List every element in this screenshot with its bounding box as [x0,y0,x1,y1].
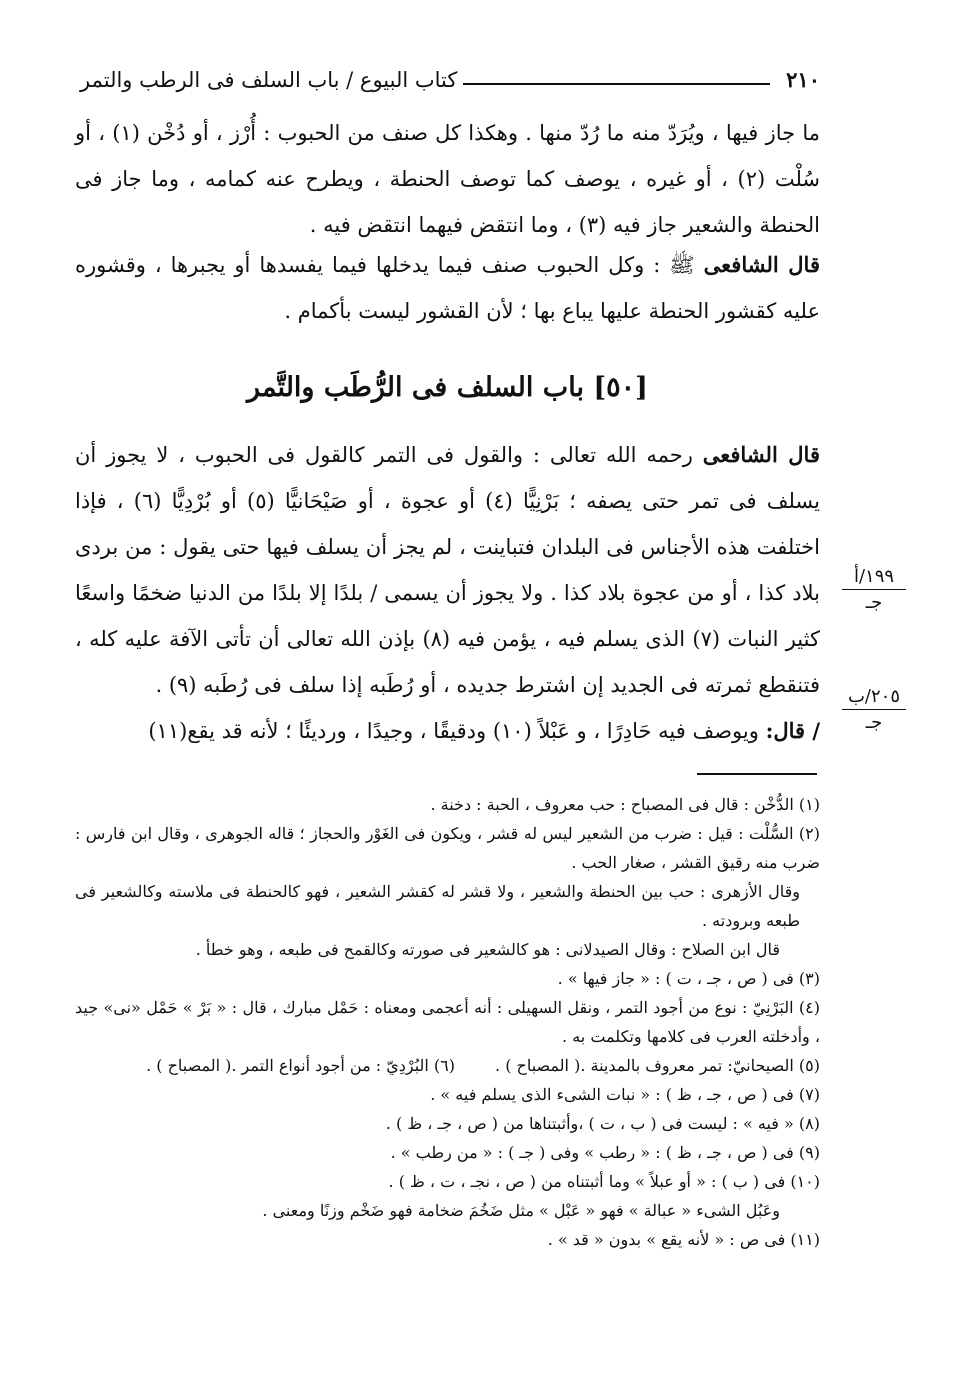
footnote-4: (٤) البَرْنِيّ : نوع من أجود التمر ، ونقل السهيلى : أنه أعجمى ومعناه : حَمْل مبارك ، قال : « بَرْ » حَمْل «نى» جيد ، وأدخلته العرب فى كلامها وتكلمت به . [75,998,820,1046]
footnote-10: (١٠) فى ( ب ) : « أو عبلاً » وما أثبتناه من ( ص ، نجـ ، ت ، ظ ) . [388,1172,820,1191]
footnote-separator [697,773,817,775]
running-title: كتاب البيوع / باب السلف فى الرطب والتمر [80,68,458,92]
margin-note-folio: ١٩٩/أ [842,566,906,590]
paragraph-2-lead: قال الشافعى [703,252,820,277]
paragraph-1-text: ما جاز فيها ، ويُرَدّ منه ما رُدّ منها . وهكذا كل صنف من الحبوب : أُرْز ، أو دُخْن (١) ، أو سُلْت (٢) ، أو غيره ، يوصف كما توصف الحنطة ، ويطرح عنه كمامه ، وما جاز فى الحنطة والشعير جاز فيه (٣) ، وما انتقض فيهما انتقض فيه . [75,121,820,237]
margin-note-manuscript: جـ [865,712,883,733]
footnote-9: (٩) فى ( ص ، جـ ، ظ ) : « رطب » وفى ( جـ ) : « من رطب » . [390,1143,820,1162]
paragraph-3-lead: قال الشافعى [702,442,820,467]
paragraph-3-text: رحمه الله تعالى : والقول فى التمر كالقول فى الحبوب ، لا يجوز أن يسلف فى تمر حتى يصفه ؛ بَرْنِيًّا (٤) أو عجوة ، أو صَيْحَانيًّا (٥) أو بُرْدِيًّا (٦) ، فإذا اختلفت هذه الأجناس فى البلدان فتباينت ، لم يجز أن يسلف فيها حتى يقول : من بردى بلاد كذا ، أو من عجوة بلاد كذا . ولا يجوز أن يسمى / بلدًا إلا بلدًا من الدنيا ضخمًا واسعًا كثير النبات (٧) الذى يسلم فيه ، يؤمن فيه (٨) بإذن الله تعالى أن تأتى الآفة عليه كله ، فتنقطع ثمرته فى الجديد إن اشترط جديده ، أو رُطَبه إذا سلف فى رُطَبه (٩) . [75,443,820,697]
margin-note [842,566,906,613]
paragraph-3 [75,432,820,754]
header-rule [463,83,770,85]
page-number: ٢١٠ [786,67,820,92]
footnote-11: (١١) فى ص : « لأنه يقع » بدون « قد » . [547,1230,820,1249]
footnote-2: (٢) السُّلْت : قيل : ضرب من الشعير ليس له قشر ، ويكون فى الغَوْر والحجاز ؛ قاله الجوهرى ، وقال ابن فارس : ضرب منه رقيق القشر ، صغار الحب . [75,824,820,872]
footnote-7: (٧) فى ( ص ، جـ ، ظ ) : « نبات الشىء الذى يسلم فيه » . [430,1085,820,1104]
chapter-title: [٥٠] باب السلف فى الرُّطَب والتَّمر [247,372,648,403]
footnotes [75,790,820,1254]
footnote-2-continued: وقال الأزهرى : حب بين الحنطة والشعير ، ولا قشر له كقشر الشعير ، فهو كالحنطة فى ملاسته وكالشعير فى طبعه وبرودته . [75,882,800,930]
footnote-6: (٦) البُرْدِيّ : من أجود أنواع التمر .( المصباح ) . [146,1056,456,1075]
running-header [80,58,820,92]
footnote-row [75,1051,820,1080]
paragraph-2 [75,242,820,334]
footnote-10-continued: وعَبُل الشىء « عبالة » فهو « عَبْل » مثل ضَخُمَ ضخامة فهو ضَخْم وزنًا ومعنى . [262,1201,780,1220]
footnote-1: (١) الدُّخْن : قال فى المصباح : حب معروف ، الحبة : دخنة . [430,795,820,814]
footnote-3: (٣) فى ( ص ، جـ ، ت ) : « جاز فيها » . [557,969,820,988]
paragraph-4-text: ويوصف فيه حَادِرًا ، و عَبْلاً (١٠) ودقيقًا ، وجيدًا ، ورديئًا ؛ لأنه قد يقع(١١) [148,719,766,743]
footnote-5: (٥) الصيحانيّ: تمر معروف بالمدينة .( المصباح ) . [495,1056,820,1075]
paragraph-2-text: ﷺ : وكل الحبوب صنف فيما يدخلها فيما يفسدها أو يجبرها ، وقشوره عليه كقشور الحنطة عليها يباع بها ؛ لأن القشور ليست بأكمام . [75,253,820,323]
footnote-2-continued: قال ابن الصلاح : وقال الصيدلانى : هو كالشعير فى صورته وكالقمح فى طبعه ، وهو خطأ . [195,940,780,959]
paragraph-4-lead: / قال: [765,718,820,743]
margin-note-manuscript: جـ [865,592,883,613]
paragraph-1 [75,110,820,248]
margin-note-folio: ٢٠٥/ب [842,686,906,710]
footnote-8: (٨) « فيه » : ليست فى ( ب ، ت ) ،وأثبتناها من ( ص ، جـ ، ظ ) . [385,1114,820,1133]
margin-note [842,686,906,733]
